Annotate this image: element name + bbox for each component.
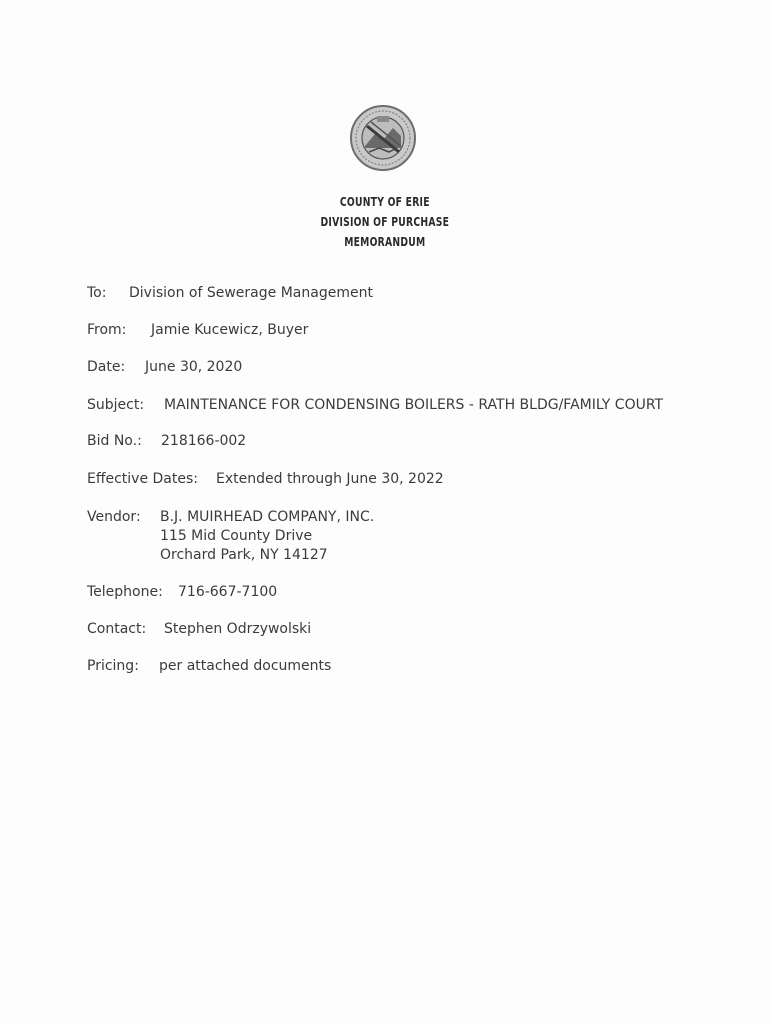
header-county: COUNTY OF ERIE — [339, 194, 430, 209]
memo-header — [69, 192, 700, 252]
date-value: June 30, 2020 — [145, 359, 243, 375]
contact-value: Stephen Odrzywolski — [164, 621, 312, 637]
to-value: Division of Sewerage Management — [129, 285, 373, 301]
contact-label: Contact: — [87, 621, 147, 637]
telephone-value: 716-667-7100 — [178, 584, 278, 600]
telephone-label: Telephone: — [87, 584, 163, 600]
from-label: From: — [87, 322, 127, 338]
bid-value: 218166-002 — [161, 433, 247, 449]
vendor-row — [87, 508, 374, 527]
bid-label: Bid No.: — [87, 433, 142, 449]
header-memorandum: MEMORANDUM — [344, 234, 426, 249]
effective-dates-label: Effective Dates: — [87, 471, 199, 487]
pricing-value: per attached documents — [159, 658, 332, 674]
vendor-name: B.J. MUIRHEAD COMPANY, INC. — [160, 509, 375, 525]
pricing-label: Pricing: — [87, 658, 139, 674]
vendor-address-line2: Orchard Park, NY 14127 — [160, 547, 328, 563]
subject-row — [87, 396, 663, 415]
effective-dates-row — [87, 470, 444, 489]
to-row — [87, 284, 373, 303]
contact-row — [87, 620, 311, 639]
to-label: To: — [87, 285, 107, 301]
from-value: Jamie Kucewicz, Buyer — [151, 322, 309, 338]
date-row — [87, 358, 242, 377]
subject-label: Subject: — [87, 397, 145, 413]
effective-dates-value: Extended through June 30, 2022 — [216, 471, 444, 487]
header-division: DIVISION OF PURCHASE — [320, 214, 450, 229]
telephone-row — [87, 583, 277, 602]
vendor-label: Vendor: — [87, 509, 141, 525]
vendor-address-line1: 115 Mid County Drive — [160, 528, 313, 544]
bid-row — [87, 432, 246, 451]
county-seal-icon — [349, 104, 417, 172]
from-row — [87, 321, 308, 340]
pricing-row — [87, 657, 331, 676]
subject-value: MAINTENANCE FOR CONDENSING BOILERS - RATH BLDG/FAMILY COURT — [164, 397, 664, 413]
date-label: Date: — [87, 359, 126, 375]
